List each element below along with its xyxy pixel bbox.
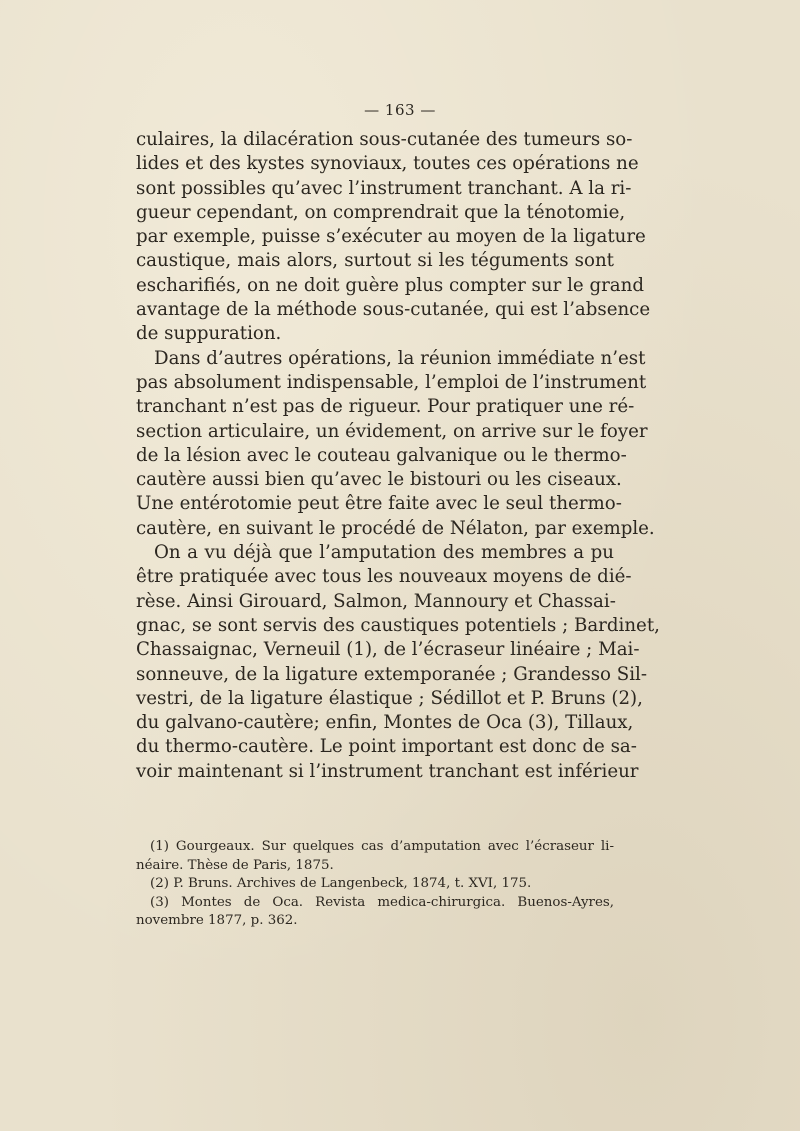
footnote-line: novembre 1877, p. 362.: [136, 913, 298, 929]
footnote-line: néaire. Thèse de Paris, 1875.: [136, 857, 334, 873]
text-line: section articulaire, un évidement, on arrive sur le foyer: [136, 420, 648, 442]
footnote-line: (2) P. Bruns. Archives de Langenbeck, 1874, t. XVI, 175.: [150, 876, 532, 892]
text-line: être pratiquée avec tous les nouveaux moyens de dié-: [136, 566, 632, 588]
text-line: culaires, la dilacération sous-cutanée des tumeurs so-: [136, 129, 633, 150]
text-line: voir maintenant si l’instrument tranchant est inférieur: [136, 760, 639, 782]
text-line: cautère aussi bien qu’avec le bistouri ou les ciseaux.: [136, 469, 622, 491]
text-line: par exemple, puisse s’exécuter au moyen de la ligature: [136, 226, 646, 248]
text-line: rèse. Ainsi Girouard, Salmon, Mannoury et Chassai-: [136, 590, 616, 612]
text-line: Une entérotomie peut être faite avec le seul thermo-: [136, 493, 622, 515]
text-line: caustique, mais alors, surtout si les téguments sont: [136, 250, 614, 272]
footnote-line: (3) Montes de Oca. Revista medica-chirurgica. Buenos-Ayres,: [150, 894, 614, 910]
text-line: de la lésion avec le couteau galvanique ou le thermo-: [136, 444, 627, 466]
text-line: Chassaignac, Verneuil (1), de l’écraseur linéaire ; Mai-: [136, 639, 640, 661]
text-line: sonneuve, de la ligature extemporanée ; Grandesso Sil-: [136, 663, 648, 685]
text-line: gueur cependant, on comprendrait que la ténotomie,: [136, 201, 626, 223]
text-line: vestri, de la ligature élastique ; Sédillot et P. Bruns (2),: [136, 687, 643, 709]
text-line: gnac, se sont servis des caustiques potentiels ; Bardinet,: [136, 614, 660, 636]
text-line: pas absolument indispensable, l’emploi de l’instrument: [136, 371, 647, 393]
text-line: sont possibles qu’avec l’instrument tranchant. A la ri-: [136, 177, 632, 199]
body-text: [136, 128, 660, 784]
text-line: Dans d’autres opérations, la réunion immédiate n’est: [154, 347, 646, 369]
text-line: tranchant n’est pas de rigueur. Pour pratiquer une ré-: [136, 396, 635, 418]
text-line: avantage de la méthode sous-cutanée, qui est l’absence: [136, 299, 651, 321]
text-line: du thermo-cautère. Le point important est donc de sa-: [136, 736, 637, 758]
footnotes: [136, 838, 614, 931]
text-line: du galvano-cautère; enfin, Montes de Oca (3), Tillaux,: [136, 712, 634, 734]
text-line: On a vu déjà que l’amputation des membres a pu: [154, 542, 614, 564]
page-number: — 163 —: [364, 101, 436, 119]
footnote-line: (1) Gourgeaux. Sur quelques cas d’amputation avec l’écraseur li-: [150, 839, 614, 854]
text-line: escharifiés, on ne doit guère plus compter sur le grand: [136, 274, 644, 296]
text-line: cautère, en suivant le procédé de Nélaton, par exemple.: [136, 517, 655, 539]
text-line: de suppuration.: [136, 323, 282, 345]
text-line: lides et des kystes synoviaux, toutes ces opérations ne: [136, 153, 639, 175]
